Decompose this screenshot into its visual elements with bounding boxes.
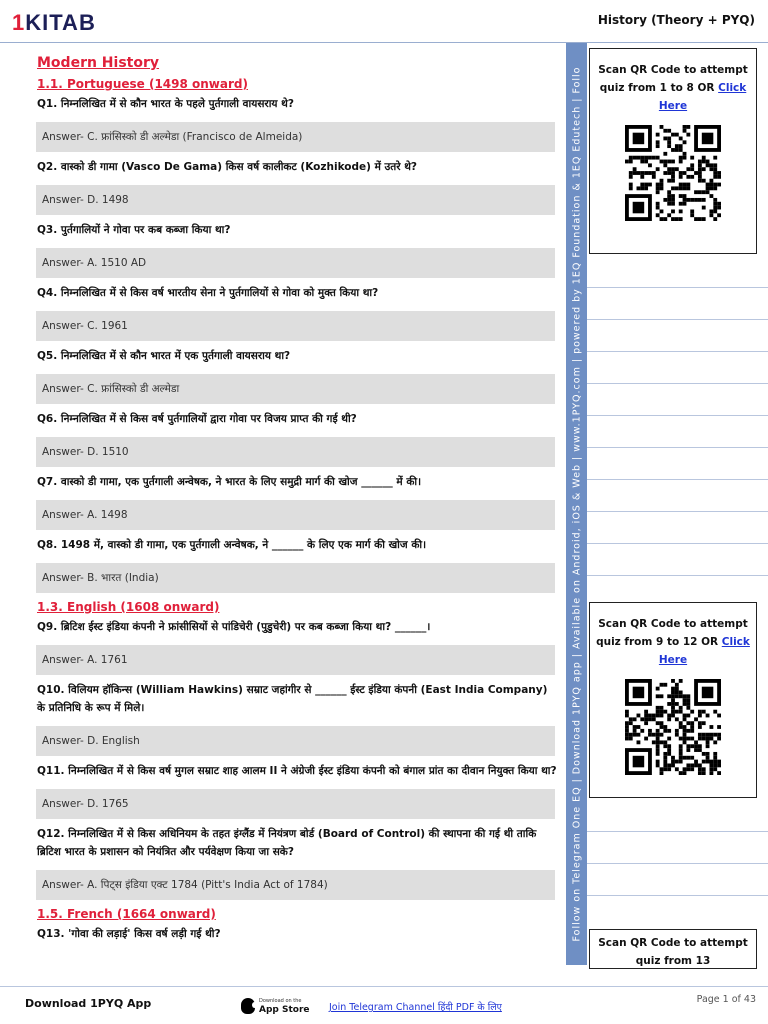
note-rule-line: [587, 479, 768, 480]
app-store-badge[interactable]: [241, 994, 313, 1018]
answer-box: Answer- D. 1510: [36, 437, 555, 467]
answer-box: Answer- C. फ्रांसिस्को डी अल्मेडा: [36, 374, 555, 404]
click-here-link[interactable]: Click Here: [658, 636, 750, 666]
section-heading: 1.1. Portuguese (1498 onward): [37, 77, 248, 91]
question-text: Q7. वास्को डी गामा, एक पुर्तगाली अन्वेषक, ने भारत के लिए समुद्री मार्ग की खोज ______ में की।: [37, 476, 422, 488]
note-rule-line: [587, 383, 768, 384]
question-text: Q8. 1498 में, वास्को डी गामा, एक पुर्तगाली अन्वेषक, ने ______ के लिए एक मार्ग की खोज की।: [37, 539, 427, 551]
apple-icon: [241, 998, 255, 1014]
note-rule-line: [587, 895, 768, 896]
note-rule-line: [587, 575, 768, 576]
vertical-promo-strip: [566, 43, 587, 965]
answer-box: Answer- C. 1961: [36, 311, 555, 341]
note-rule-line: [587, 543, 768, 544]
app-store-small-text: Download on the: [259, 997, 302, 1004]
notes-column: [587, 43, 768, 965]
question-text: Q11. निम्नलिखित में से किस वर्ष मुगल सम्राट शाह आलम II ने अंग्रेजी ईस्ट इंडिया कंपनी को बंगाल प्रांत का दीवान नियुक्त किया था?: [37, 765, 557, 777]
note-rule-line: [587, 511, 768, 512]
question-list: [37, 75, 557, 943]
note-rule-line: [587, 415, 768, 416]
logo[interactable]: [12, 10, 96, 36]
answer-box: Answer- D. 1765: [36, 789, 555, 819]
app-store-big-text: App Store: [259, 1004, 310, 1015]
logo-text: KITAB: [25, 10, 96, 35]
main-content: [37, 53, 557, 952]
answer-box: Answer- A. 1761: [36, 645, 555, 675]
note-rule-line: [587, 351, 768, 352]
qr-instruction: [590, 61, 756, 115]
page-header: [0, 0, 768, 43]
qr-instruction: [590, 615, 756, 669]
qr-instruction-text: Scan QR Code to attempt quiz from 1 to 8 OR: [598, 64, 748, 94]
click-here-link[interactable]: Click Here: [658, 82, 747, 112]
chapter-title: Modern History: [37, 55, 160, 71]
question-text: Q2. वास्को डी गामा (Vasco De Gama) किस वर्ष कालीकट (Kozhikode) में उतरे थे?: [37, 161, 418, 173]
logo-prefix: 1: [12, 10, 26, 35]
question-text: Q4. निम्नलिखित में से किस वर्ष भारतीय सेना ने पुर्तगालियों से गोवा को मुक्त किया था?: [37, 287, 379, 299]
qr-instruction-text: Scan QR Code to attempt quiz from 9 to 12 OR: [596, 618, 748, 648]
note-rule-line: [587, 863, 768, 864]
answer-box: Answer- A. पिट्स इंडिया एक्ट 1784 (Pitt's India Act of 1784): [36, 870, 555, 900]
question-text: Q6. निम्नलिखित में से किस वर्ष पुर्तगालियों द्वारा गोवा पर विजय प्राप्त की गई थी?: [37, 413, 357, 425]
answer-box: Answer- A. 1510 AD: [36, 248, 555, 278]
section-heading: 1.3. English (1608 onward): [37, 600, 220, 614]
page-footer: [0, 986, 768, 1024]
qr-code-icon[interactable]: [622, 125, 724, 221]
note-rule-line: [587, 831, 768, 832]
answer-box: Answer- D. 1498: [36, 185, 555, 215]
note-rule-line: [587, 287, 768, 288]
question-text: Q10. विलियम हॉकिन्स (William Hawkins) सम्राट जहांगीर से ______ ईस्ट इंडिया कंपनी (East India Company) के प्रतिनिधि के रूप में मिले।: [37, 684, 548, 714]
page-number: Page 1 of 43: [696, 994, 756, 1005]
question-text: Q13. 'गोवा की लड़ाई' किस वर्ष लड़ी गई थी?: [37, 928, 221, 940]
question-text: Q12. निम्नलिखित में से किस अधिनियम के तहत इंग्लैंड में नियंत्रण बोर्ड (Board of Control) की स्थापना की गई थी ताकि ब्रिटिश भारत के प्रशासन को नियंत्रित और पर्यवेक्षण किया जा सके?: [37, 828, 537, 858]
question-text: Q9. ब्रिटिश ईस्ट इंडिया कंपनी ने फ्रांसीसियों से पांडिचेरी (पुडुचेरी) पर कब कब्जा किया था? ______।: [37, 621, 431, 633]
vertical-promo-text: Follow on Telegram One EQ | Download 1PYQ app | Available on Android, iOS & Web | www.1PYQ.com | powered by 1EQ Foundation & 1EQ Edutech | Follo: [571, 66, 582, 942]
qr-quiz-box: [589, 929, 757, 969]
qr-quiz-box: [589, 602, 757, 798]
question-text: Q5. निम्नलिखित में से कौन भारत में एक पुर्तगाली वायसराय था?: [37, 350, 291, 362]
qr-instruction: [590, 934, 756, 970]
telegram-link[interactable]: Join Telegram Channel हिंदी PDF के लिए: [329, 1002, 502, 1013]
note-rule-line: [587, 447, 768, 448]
answer-box: Answer- D. English: [36, 726, 555, 756]
book-title: History (Theory + PYQ): [597, 13, 755, 27]
note-rule-line: [587, 319, 768, 320]
qr-code-icon[interactable]: [622, 679, 724, 775]
question-text: Q3. पुर्तगालियों ने गोवा पर कब कब्जा किया था?: [37, 224, 231, 236]
qr-quiz-box: [589, 48, 757, 254]
answer-box: Answer- C. फ्रांसिस्को डी अल्मेडा (Francisco de Almeida): [36, 122, 555, 152]
section-heading: 1.5. French (1664 onward): [37, 907, 216, 921]
answer-box: Answer- A. 1498: [36, 500, 555, 530]
download-app-label: Download 1PYQ App: [25, 997, 152, 1010]
qr-instruction-text: Scan QR Code to attempt quiz from 13: [598, 937, 748, 967]
answer-box: Answer- B. भारत (India): [36, 563, 555, 593]
question-text: Q1. निम्नलिखित में से कौन भारत के पहले पुर्तगाली वायसराय थे?: [37, 98, 294, 110]
